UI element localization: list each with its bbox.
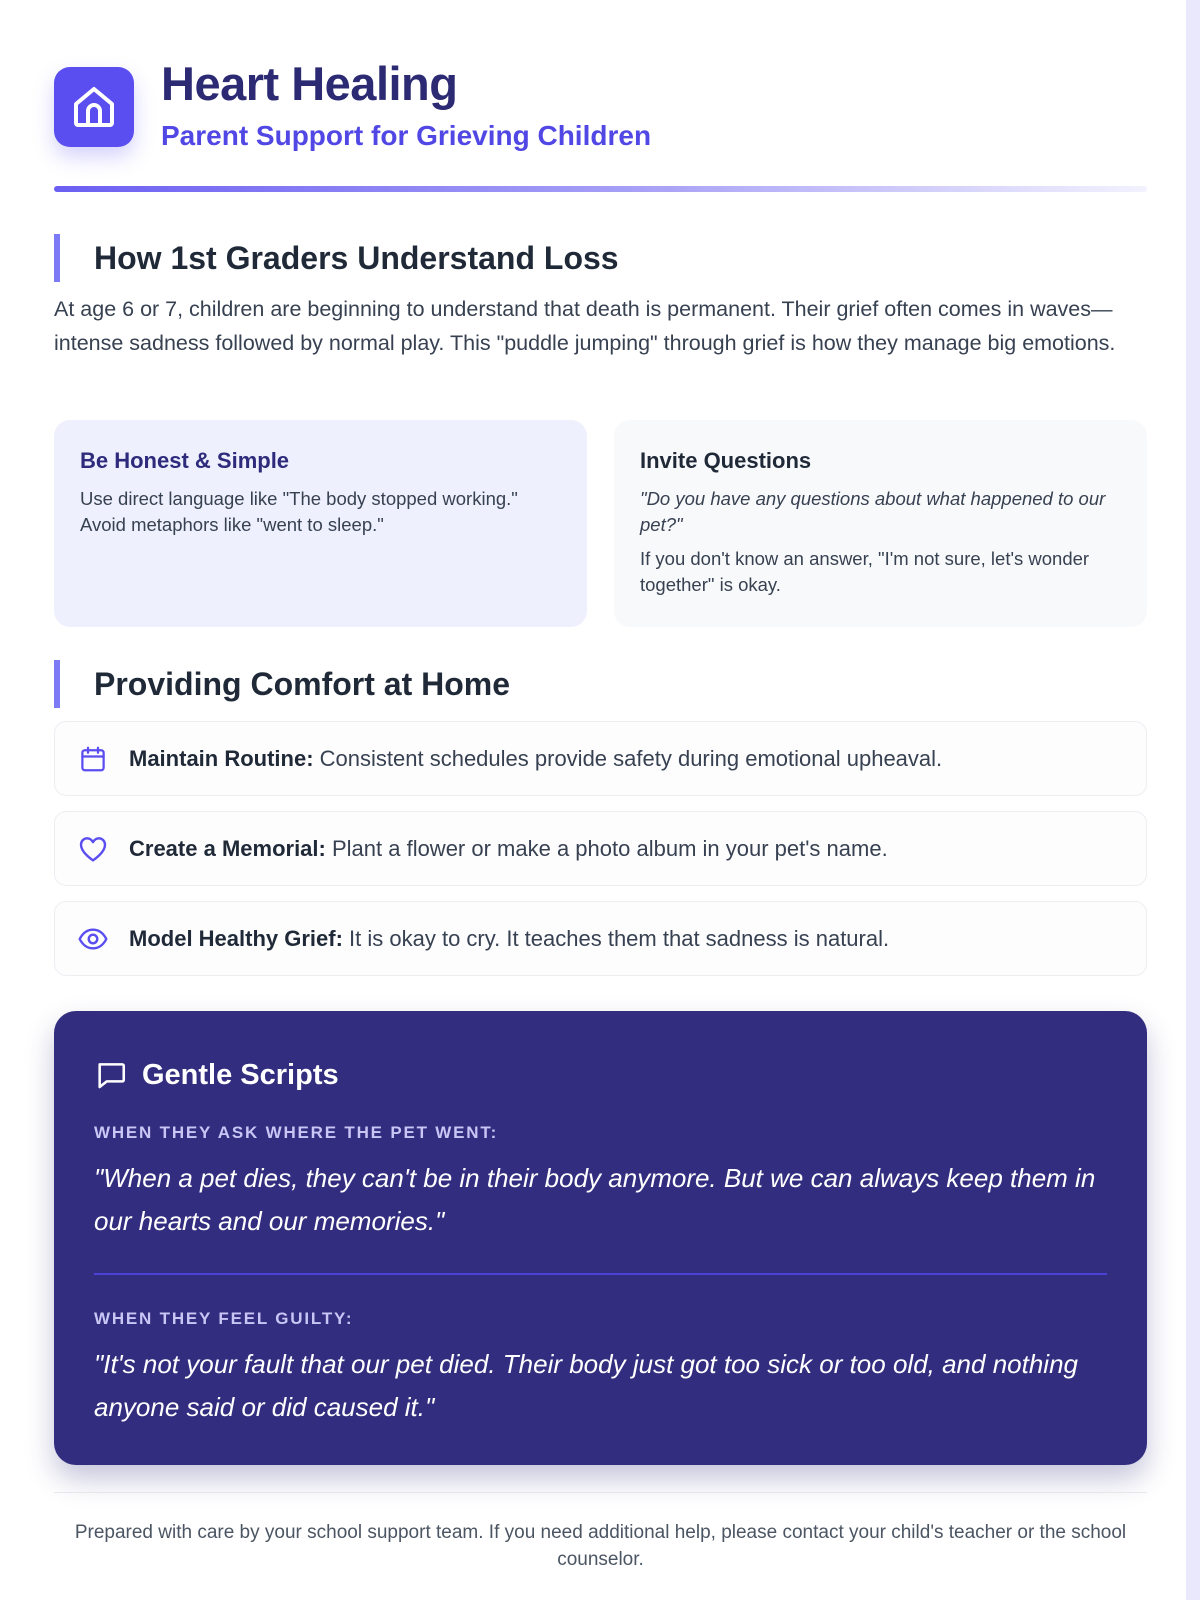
list-item-label: Model Healthy Grief:	[129, 925, 343, 951]
scrollbar-track[interactable]	[1186, 0, 1200, 1600]
tip-card-title: Be Honest & Simple	[80, 448, 290, 473]
script-label-guilty: WHEN THEY FEEL GUILTY:	[94, 1309, 354, 1328]
list-item-model-grief	[54, 901, 1147, 976]
chat-bubble-icon	[94, 1058, 128, 1092]
list-item-description: It is okay to cry. It teaches them that sadness is natural.	[342, 925, 890, 951]
script-label-where: WHEN THEY ASK WHERE THE PET WENT:	[94, 1123, 499, 1142]
eye-icon	[77, 923, 109, 955]
tip-card-text: If you don't know an answer, "I'm not sure, let's wonder together" is okay.	[640, 548, 1090, 595]
page-title: Heart Healing	[161, 57, 458, 110]
list-item-routine	[54, 721, 1147, 796]
gentle-scripts-title: Gentle Scripts	[142, 1058, 339, 1091]
page-header	[54, 0, 1147, 196]
tip-card-honest	[54, 420, 587, 627]
list-item-label: Maintain Routine:	[129, 745, 314, 771]
list-item-text	[129, 836, 888, 862]
section-heading-comfort: Providing Comfort at Home	[54, 660, 510, 708]
list-item-description: Plant a flower or make a photo album in your pet's name.	[325, 835, 888, 861]
header-divider	[54, 186, 1147, 192]
app-logo	[54, 67, 134, 147]
gentle-scripts-panel	[54, 1011, 1147, 1465]
list-item-label: Create a Memorial:	[129, 835, 326, 861]
tip-card-title: Invite Questions	[640, 448, 812, 473]
gentle-scripts-header	[94, 1055, 1107, 1095]
script-divider	[94, 1273, 1107, 1275]
list-item-text	[129, 926, 889, 952]
footer-divider	[54, 1492, 1147, 1493]
section-heading-understanding: How 1st Graders Understand Loss	[54, 234, 619, 282]
tip-card-quote: "Do you have any questions about what happened to our pet?"	[640, 488, 1106, 535]
list-item-memorial	[54, 811, 1147, 886]
handout-content	[54, 0, 1147, 1570]
script-quote-guilty: "It's not your fault that our pet died. Their body just got too sick or too old, and nothing anyone said or did caused it."	[94, 1349, 1079, 1422]
home-icon	[70, 83, 118, 131]
script-quote-where: "When a pet dies, they can't be in their body anymore. But we can always keep them in our hearts and our memories."	[94, 1163, 1096, 1236]
tip-card-questions	[614, 420, 1147, 627]
understanding-intro: At age 6 or 7, children are beginning to understand that death is permanent. Their grief often comes in waves—intense sadness followed by normal play. This "puddle jumping" through grief is how they manage big emotions.	[54, 297, 1116, 355]
footer-note: Prepared with care by your school support team. If you need additional help, please contact your child's teacher or the school counselor.	[74, 1522, 1127, 1570]
tip-card-text: Use direct language like "The body stopped working." Avoid metaphors like "went to sleep."	[80, 488, 518, 535]
page-subtitle: Parent Support for Grieving Children	[161, 120, 652, 151]
calendar-icon	[77, 743, 109, 775]
list-item-description: Consistent schedules provide safety during emotional upheaval.	[313, 745, 943, 771]
heart-icon	[77, 833, 109, 865]
list-item-text	[129, 746, 942, 772]
